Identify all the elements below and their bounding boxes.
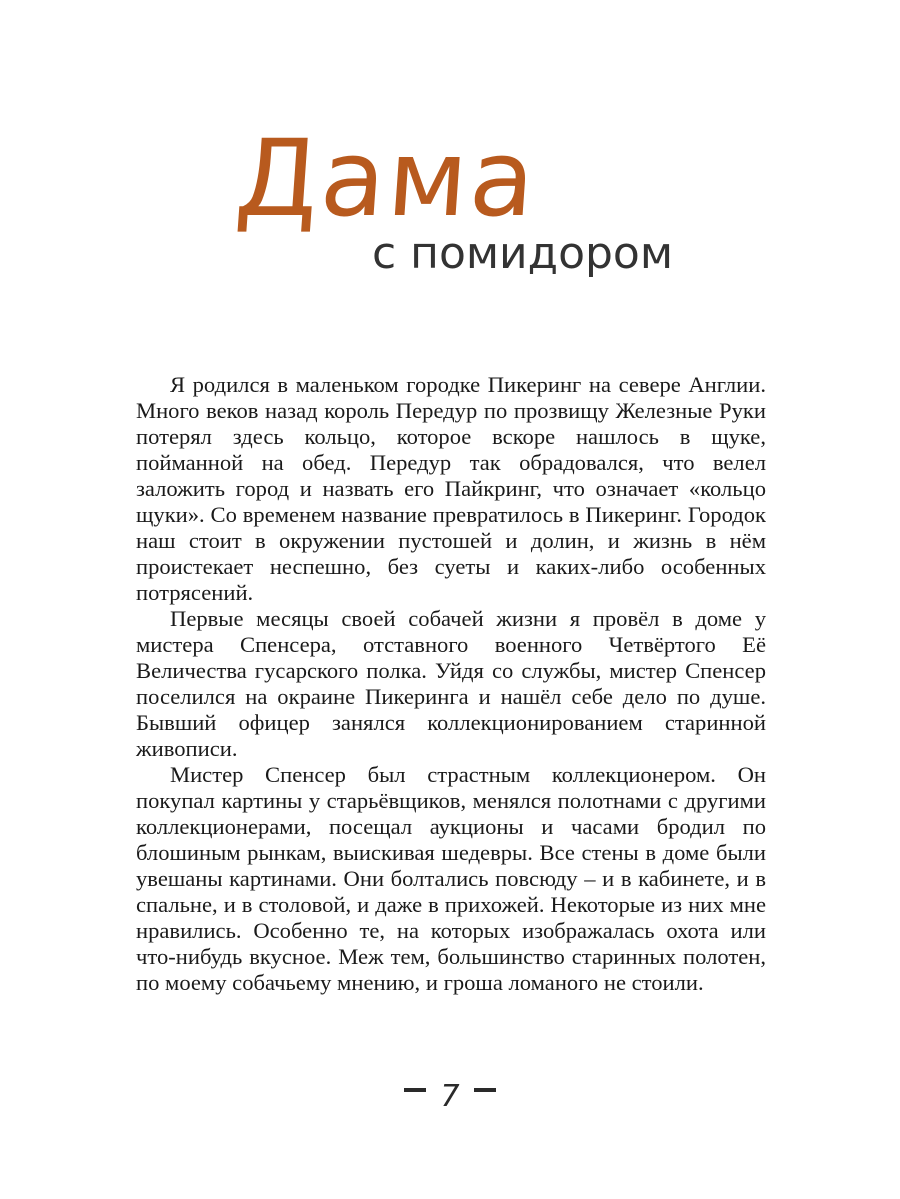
folio-dash-right xyxy=(474,1088,496,1092)
chapter-title-main: Дама xyxy=(231,117,542,240)
chapter-body xyxy=(136,372,766,996)
page-number-footer xyxy=(0,1079,900,1114)
paragraph-1: Я родился в маленьком городке Пикеринг на севере Англии. Много веков назад король Передур по прозвищу Железные Руки потерял здесь кольцо, которое вскоре нашлось в щуке, пойманной на обед. Передур так обрадовался, что велел заложить город и назвать его Пайкринг, что означает «кольцо щуки». Со временем название превратилось в Пикеринг. Городок наш стоит в окружении пустошей и долин, и жизнь в нём проистекает неспешно, без суеты и каких-либо особенных потрясений. xyxy=(136,372,766,605)
page-number: 7 xyxy=(440,1079,460,1114)
paragraph-3: Мистер Спенсер был страстным коллекционером. Он покупал картины у старьёвщиков, менялся полотнами с другими коллекционерами, посещал аукционы и часами бродил по блошиным рынкам, выискивая шедевры. Все стены в доме были увешаны картинами. Они болтались повсюду – и в кабинете, и в спальне, и в столовой, и даже в прихожей. Некоторые из них мне нравились. Особенно те, на которых изображалась охота или что-нибудь вкусное. Меж тем, большинство старинных полотен, по моему собачьему мнению, и гроша ломаного не стоили. xyxy=(136,762,766,995)
chapter-title-sub: с помидором xyxy=(372,228,674,279)
paragraph-2: Первые месяцы своей собачей жизни я провёл в доме у мистера Спенсера, отставного военного Четвёртого Её Величества гусарского полка. Уйдя со службы, мистер Спенсер поселился на окраине Пикеринга и нашёл себе дело по душе. Бывший офицер занялся коллекционированием старинной живописи. xyxy=(136,606,766,761)
folio-dash-left xyxy=(404,1088,426,1092)
